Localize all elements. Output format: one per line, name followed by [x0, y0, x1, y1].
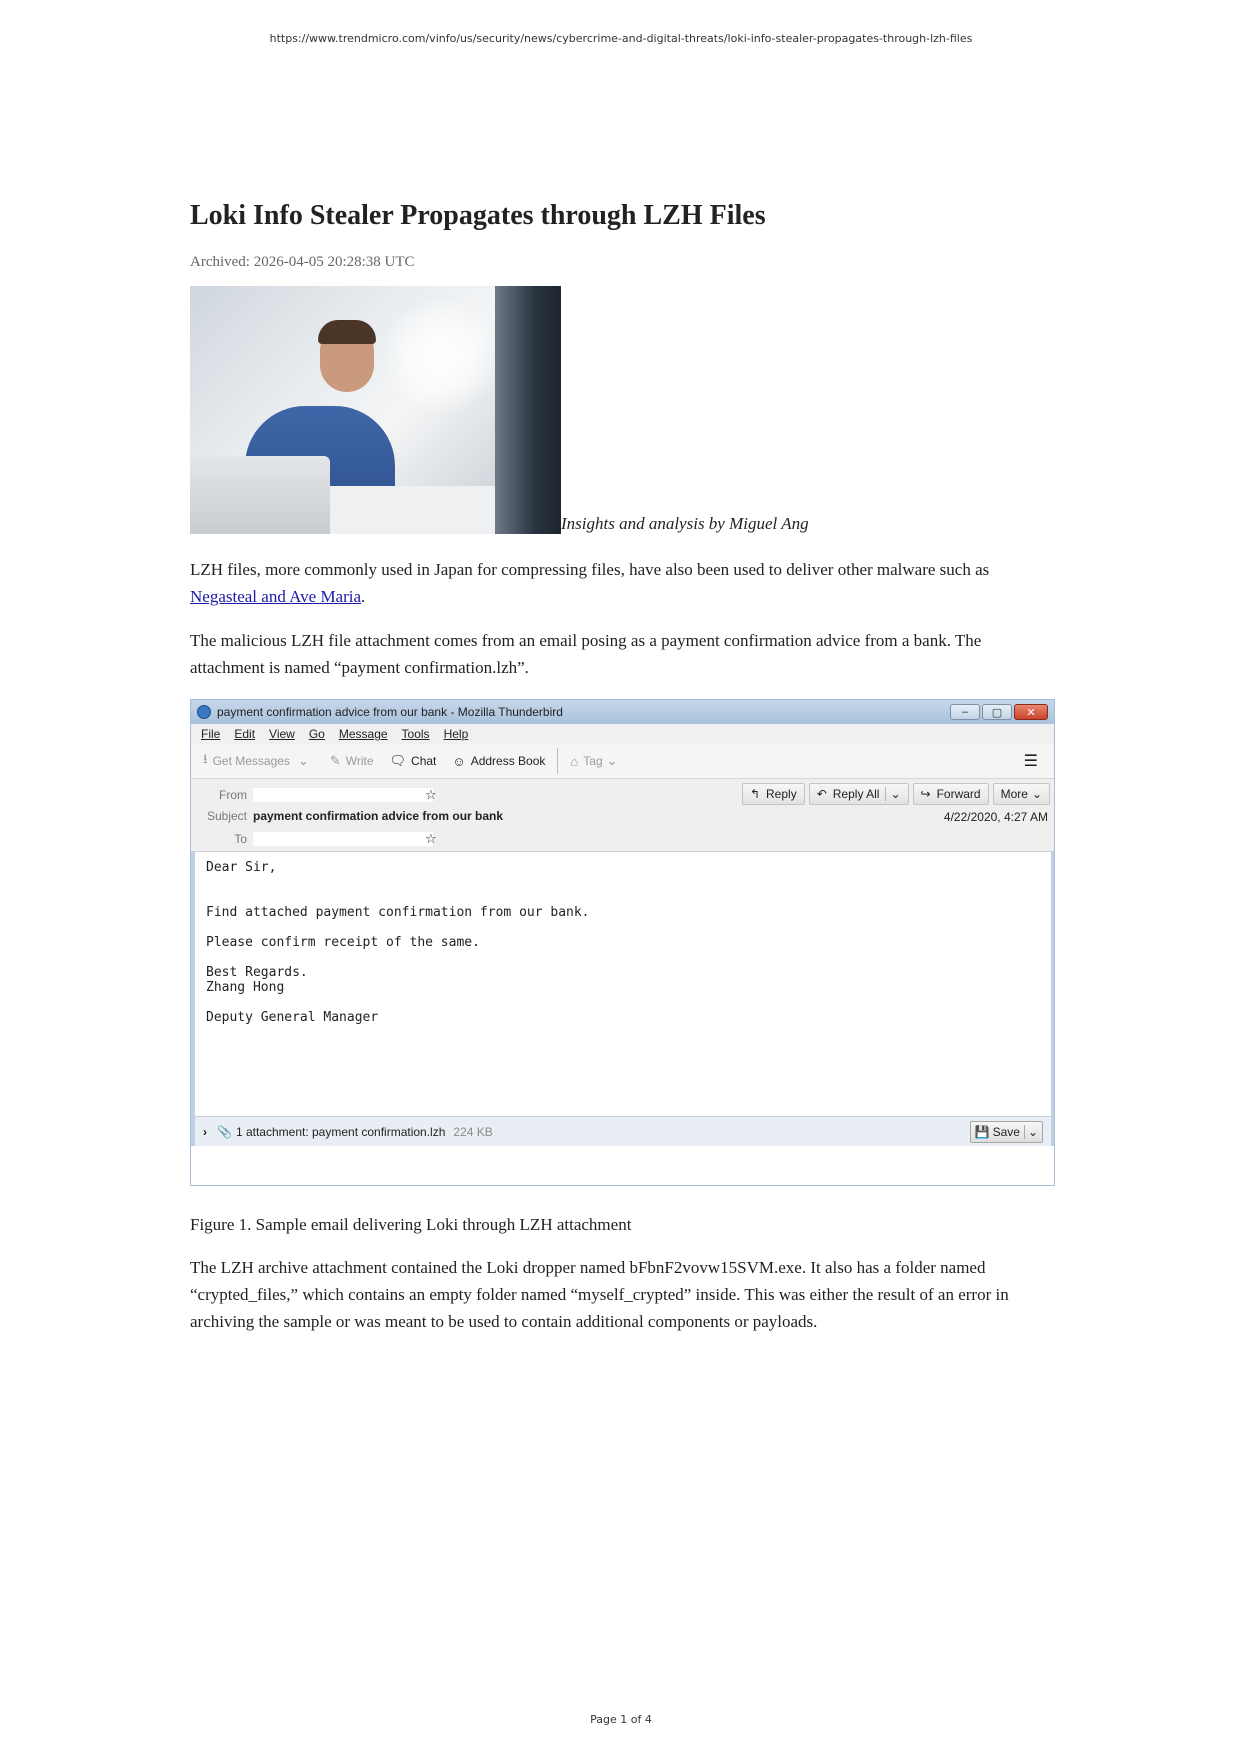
attachment-bar — [191, 1116, 1054, 1146]
contacts-icon: ☺ — [452, 753, 466, 769]
menu-message: Message — [338, 727, 388, 741]
page-footer: Page 1 of 4 — [590, 1713, 652, 1726]
pencil-icon: ✎ — [329, 753, 341, 768]
from-row — [201, 787, 437, 803]
forward-button: ↪ Forward — [913, 783, 989, 805]
chevron-down-icon: ⌄ — [297, 753, 309, 768]
reply-button: ↰ Reply — [742, 783, 805, 805]
chat-icon: 🗨 — [389, 753, 407, 768]
thunderbird-icon — [197, 705, 211, 719]
download-icon: ⭳ — [203, 751, 208, 766]
menu-go: Go — [308, 727, 325, 741]
tag-icon: ⌂ — [570, 753, 579, 769]
more-button: More ⌄ — [993, 783, 1050, 805]
chevron-down-icon: ⌄ — [1024, 1125, 1038, 1139]
page-url-header: https://www.trendmicro.com/vinfo/us/security/news/cybercrime-and-digital-threats/loki-info-stealer-propagates-through-lzh-files — [269, 32, 973, 45]
save-icon: 💾 — [974, 1124, 990, 1139]
body-line: Zhang Hong — [206, 980, 285, 995]
chevron-down-icon: ⌄ — [1031, 787, 1042, 801]
save-button: 💾 Save ⌄ — [970, 1121, 1043, 1143]
menu-file: File — [201, 727, 221, 741]
app-menu-icon: ☰ — [1023, 753, 1038, 770]
from-value — [253, 788, 433, 802]
body-line: Dear Sir, — [206, 860, 277, 875]
message-date: 4/22/2020, 4:27 AM — [943, 810, 1048, 824]
paperclip-icon: 📎 — [217, 1124, 232, 1139]
menu-view: View — [269, 727, 295, 741]
close-icon: ✕ — [1014, 704, 1048, 720]
window-title: payment confirmation advice from our bank - Mozilla Thunderbird — [217, 705, 563, 719]
body-line: Deputy General Manager — [206, 1010, 379, 1025]
subject-value: payment confirmation advice from our bank — [253, 809, 504, 823]
tag-button: ⌂ Tag ⌄ — [570, 753, 618, 769]
page-title: Loki Info Stealer Propagates through LZH Files — [190, 200, 766, 231]
toolbar-divider — [557, 748, 558, 774]
address-book-button: ☺ Address Book — [452, 753, 546, 769]
forward-icon: ↪ — [920, 787, 931, 801]
hero-row — [190, 286, 1056, 534]
subject-row — [201, 809, 503, 823]
star-icon: ☆ — [425, 787, 437, 802]
figure-caption: Figure 1. Sample email delivering Loki through LZH attachment — [190, 1215, 632, 1234]
reply-icon: ↰ — [749, 787, 761, 801]
hero-image — [190, 286, 561, 534]
email-screenshot — [190, 699, 1055, 1186]
menu-bar — [191, 724, 1054, 744]
star-icon: ☆ — [425, 831, 437, 846]
chevron-down-icon: ⌄ — [885, 787, 900, 801]
paragraph-2: The malicious LZH file attachment comes from an email posing as a payment confirmation advice from a bank. The attachment is named “payment confirmation.lzh”. — [190, 631, 982, 677]
body-line: Please confirm receipt of the same. — [206, 935, 480, 950]
body-line: Find attached payment confirmation from our bank. — [206, 905, 590, 920]
window-titlebar — [191, 700, 1054, 724]
chevron-down-icon: ⌄ — [606, 753, 618, 768]
body-line: Best Regards. — [206, 965, 308, 980]
reply-all-icon: ↶ — [816, 787, 827, 801]
write-button: ✎ Write — [329, 753, 374, 768]
chevron-right-icon: › — [203, 1124, 207, 1139]
message-body — [191, 852, 1054, 1116]
to-label: To — [234, 832, 247, 846]
subject-label: Subject — [206, 809, 247, 823]
get-messages-button: ⭳ Get Messages ⌄ — [203, 750, 314, 772]
message-header — [191, 779, 1054, 852]
menu-edit: Edit — [234, 727, 256, 741]
menu-tools: Tools — [401, 727, 430, 741]
attachment-label: 1 attachment: payment confirmation.lzh — [235, 1124, 446, 1139]
maximize-icon: ▢ — [982, 704, 1012, 720]
message-actions — [738, 783, 1050, 805]
menu-help: Help — [443, 727, 469, 741]
mail-toolbar — [191, 744, 1054, 779]
minimize-icon: – — [950, 704, 980, 720]
author-caption: Insights and analysis by Miguel Ang — [561, 514, 809, 533]
paragraph-3: The LZH archive attachment contained the Loki dropper named bFbnF2vovw15SVM.exe. It also has a folder named “crypted_files,” which contains an empty folder named “myself_crypted” inside. This was either the result of an error in archiving the sample or was meant to be used to contain additional components or payloads. — [190, 1258, 1009, 1331]
article — [190, 196, 1056, 1335]
attachment-size: 224 KB — [453, 1124, 493, 1139]
paragraph-1: LZH files, more commonly used in Japan for compressing files, have also been used to deliver other malware such as Negasteal and Ave Maria. — [190, 560, 990, 606]
negasteal-ave-maria-link[interactable]: Negasteal and Ave Maria — [190, 587, 362, 606]
from-label: From — [219, 788, 247, 802]
reply-all-button: ↶ Reply All ⌄ — [809, 783, 909, 805]
to-row — [201, 831, 437, 847]
archived-timestamp: Archived: 2026-04-05 20:28:38 UTC — [190, 254, 415, 270]
chat-button: 🗨 Chat — [389, 753, 437, 768]
to-value — [253, 832, 433, 846]
